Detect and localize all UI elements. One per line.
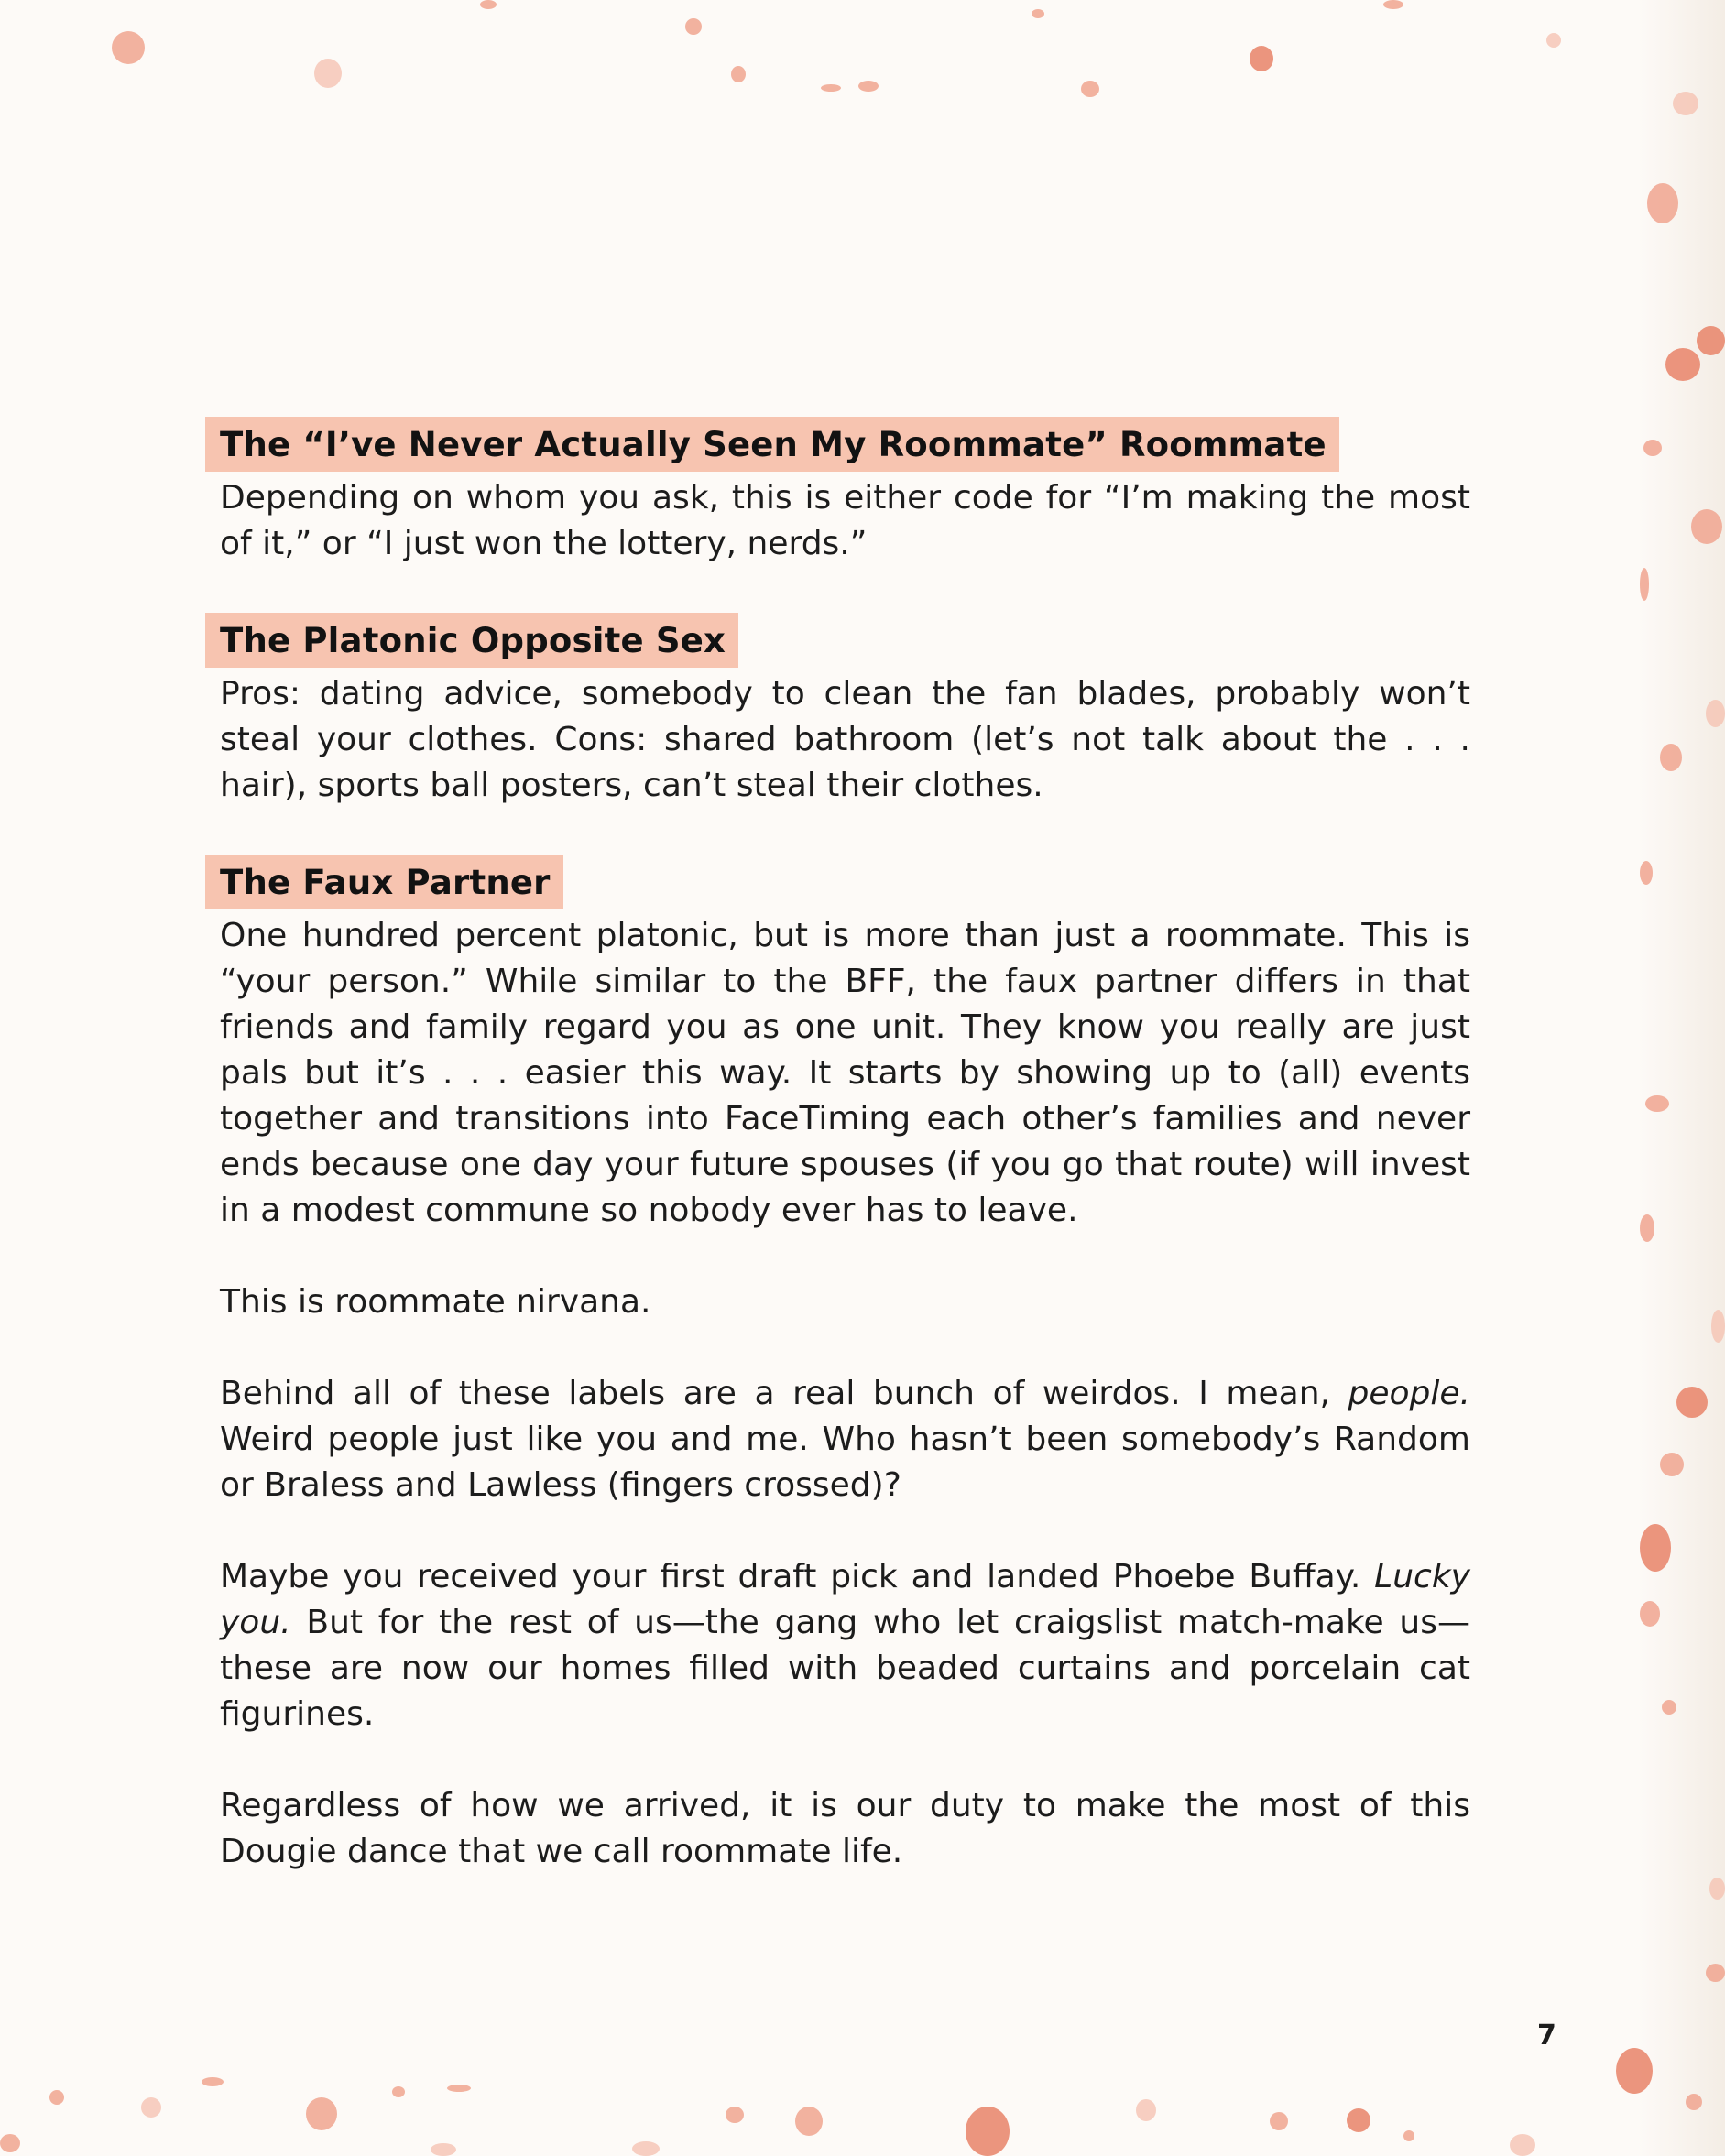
paint-dot: [966, 2107, 1010, 2156]
paint-dot: [821, 84, 841, 92]
paint-dot: [1660, 1453, 1684, 1476]
section-heading: The Faux Partner: [205, 855, 563, 909]
paint-dot: [1640, 1214, 1654, 1242]
paint-dot: [1673, 92, 1698, 115]
paint-dot: [1686, 2094, 1702, 2110]
roommate-type-section: [220, 417, 1470, 567]
paint-dot: [1706, 700, 1725, 727]
paint-dot: [1510, 2134, 1535, 2156]
paint-dot: [1647, 183, 1678, 223]
paint-dot: [731, 66, 746, 82]
section-body: One hundred percent platonic, but is more than just a roommate. This is “your person.” While similar to the BFF, the faux partner differs in that friends and family regard you as one unit. They know you really are just pals but it’s . . . easier this way. It starts by showing up to (all) events together and transitions into FaceTiming each other’s families and never ends because one day your future spouses (if you go that route) will invest in a modest commune so nobody ever has to leave.: [220, 917, 1470, 1229]
paint-dot: [1640, 861, 1653, 885]
paint-dot: [858, 81, 879, 92]
paint-dot: [1676, 1387, 1708, 1418]
paint-dot: [1270, 2112, 1288, 2130]
paint-dot: [632, 2141, 660, 2156]
paint-dot: [1081, 81, 1099, 97]
paint-dot: [1383, 0, 1403, 9]
paint-dot: [314, 59, 342, 88]
roommate-type-section: [220, 855, 1470, 1234]
paint-dot: [1546, 33, 1561, 48]
paint-dot: [795, 2107, 823, 2136]
roommate-type-section: [220, 613, 1470, 809]
paint-dot: [1347, 2108, 1370, 2132]
paint-dot: [1640, 568, 1649, 601]
page-content: [220, 417, 1470, 1921]
paint-dot: [0, 2134, 20, 2152]
paint-dot: [1697, 326, 1725, 355]
paint-dot: [726, 2107, 744, 2123]
paint-dot: [1403, 2130, 1414, 2141]
section-body: Depending on whom you ask, this is either code for “I’m making the most of it,” or “I just won the lottery, nerds.”: [220, 479, 1470, 562]
paint-dot: [431, 2143, 456, 2156]
section-body: Pros: dating advice, somebody to clean the fan blades, probably won’t steal your clothes. Cons: shared bathroom (let’s not talk about the . . . hair), sports ball posters, can’t steal their clothes.: [220, 675, 1470, 804]
paint-dot: [480, 0, 497, 9]
paragraph-text: Weird people just like you and me. Who hasn’t been somebody’s Random or Braless and Lawless (fingers crossed)?: [220, 1421, 1470, 1504]
paragraph-weirdos: [220, 1371, 1470, 1508]
page-edge-shadow: [1638, 0, 1725, 2156]
paint-dot: [1136, 2099, 1156, 2121]
paint-dot: [1662, 1700, 1676, 1715]
paint-dot: [392, 2086, 405, 2097]
page-number: 7: [1537, 2020, 1556, 2052]
paint-dot: [447, 2085, 471, 2092]
section-heading: The “I’ve Never Actually Seen My Roommate” Roommate: [205, 417, 1339, 472]
paint-dot: [1640, 1524, 1671, 1572]
paint-dot: [141, 2097, 161, 2118]
paint-dot: [1706, 1964, 1725, 1982]
paragraph-text: Behind all of these labels are a real bunch of weirdos. I mean,: [220, 1375, 1348, 1412]
paragraph-emphasis: Lucky you.: [220, 1558, 1470, 1641]
paint-dot: [1665, 348, 1700, 381]
paint-dot: [1616, 2048, 1653, 2094]
paint-dot: [1645, 1095, 1669, 1112]
paint-dot: [1250, 46, 1273, 71]
paint-dot: [1032, 9, 1044, 18]
paint-dot: [1709, 1878, 1725, 1900]
paint-dot: [1711, 1310, 1725, 1343]
paragraph-text: Maybe you received your first draft pick and landed Phoebe Buffay.: [220, 1558, 1375, 1595]
paint-dot: [306, 2097, 337, 2130]
paint-dot: [1691, 509, 1722, 544]
paint-dot: [112, 31, 145, 64]
paragraph-roommate-life: Regardless of how we arrived, it is our duty to make the most of this Dougie dance that we call roommate life.: [220, 1787, 1470, 1870]
paint-dot: [202, 2077, 224, 2086]
paint-dot: [1640, 1601, 1660, 1627]
paint-dot: [1643, 440, 1662, 456]
paragraph-text: But for the rest of us—the gang who let craigslist match-make us—these are now our homes filled with beaded curtains and porcelain cat figurines.: [220, 1604, 1470, 1733]
paint-dot: [1660, 744, 1682, 771]
paragraph-draft-pick: [220, 1554, 1470, 1737]
paragraph-emphasis: people.: [1348, 1375, 1470, 1412]
paragraph-nirvana: This is roommate nirvana.: [220, 1283, 651, 1321]
paint-dot: [49, 2090, 64, 2105]
section-heading: The Platonic Opposite Sex: [205, 613, 738, 668]
paint-dot: [685, 18, 702, 35]
